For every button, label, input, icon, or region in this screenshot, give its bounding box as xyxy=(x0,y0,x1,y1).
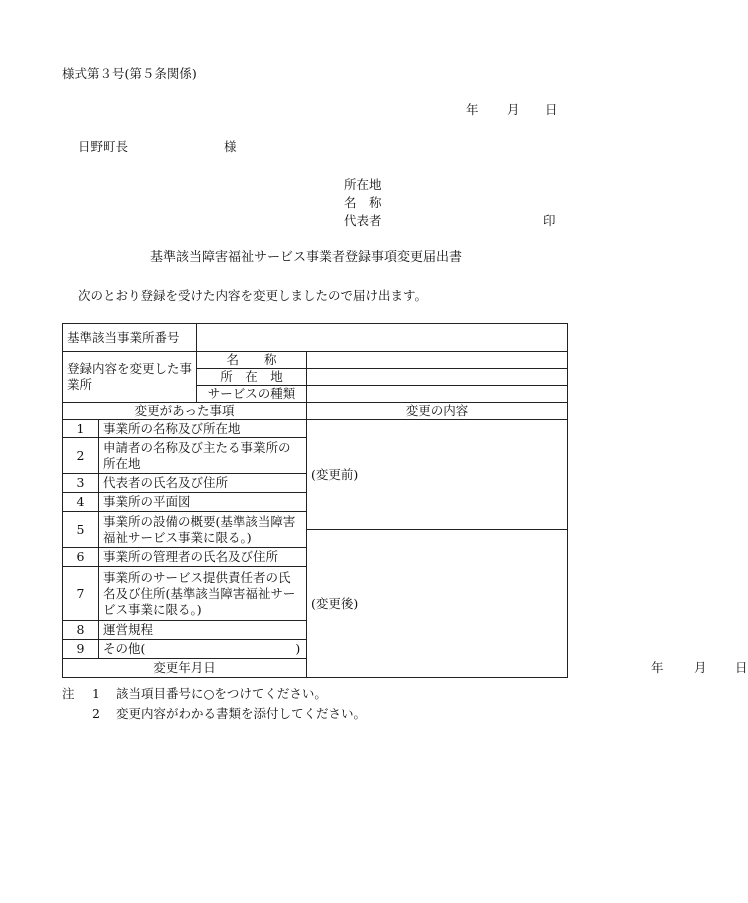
service-type-label: サービスの種類 xyxy=(197,386,307,403)
change-form-table xyxy=(62,323,748,678)
office-number-row xyxy=(63,324,568,352)
notes xyxy=(62,684,366,724)
changed-office-label: 登録内容を変更した事業所 xyxy=(63,352,197,403)
item-text: 事業所のサービス提供責任者の氏名及び住所(基準該当障害福祉サービス事業に限る。) xyxy=(99,567,307,621)
change-content-header: 変更の内容 xyxy=(307,403,568,420)
document-title: 基準該当障害福祉サービス事業者登録事項変更届出書 xyxy=(150,250,463,265)
addressee: 日野町長 xyxy=(78,139,129,154)
before-content[interactable] xyxy=(307,420,568,530)
date-year: 年 xyxy=(466,102,479,117)
item-number: 7 xyxy=(63,567,99,621)
service-type-value[interactable] xyxy=(307,386,568,403)
item-text: 申請者の名称及び主たる事業所の所在地 xyxy=(99,438,307,474)
date-month: 月 xyxy=(507,102,520,117)
item-text: その他( ) xyxy=(99,640,307,659)
applicant-address-label: 所在地 xyxy=(344,177,382,192)
applicant-rep-label: 代表者 xyxy=(344,213,382,228)
change-date-day: 日 xyxy=(735,660,748,675)
item-text: 事業所の設備の概要(基準該当障害福祉サービス事業に限る。) xyxy=(99,512,307,548)
changed-items-header: 変更があった事項 xyxy=(63,403,307,420)
note-text: 該当項目番号に○をつけてください。 xyxy=(116,686,327,701)
office-address-label: 所 在 地 xyxy=(197,369,307,386)
item-number: 8 xyxy=(63,621,99,640)
office-address-value[interactable] xyxy=(307,369,568,386)
item-number: 5 xyxy=(63,512,99,548)
note-text: 変更内容がわかる書類を添付してください。 xyxy=(116,706,367,721)
note-number: 2 xyxy=(92,706,100,721)
honorific: 様 xyxy=(224,139,237,154)
applicant-name-label: 名 称 xyxy=(344,195,382,210)
item-text: 事業所の名称及び所在地 xyxy=(99,420,307,438)
note-item xyxy=(62,684,366,704)
form-number: 様式第３号(第５条関係) xyxy=(62,66,197,81)
seal-mark: 印 xyxy=(543,213,556,228)
change-date-label: 変更年月日 xyxy=(63,659,307,678)
item-text: 運営規程 xyxy=(99,621,307,640)
office-name-row xyxy=(63,352,568,369)
intro-text: 次のとおり登録を受けた内容を変更しましたので届け出ます。 xyxy=(78,288,428,303)
table-row xyxy=(63,420,568,438)
item-number: 4 xyxy=(63,493,99,512)
column-header-row xyxy=(63,403,568,420)
item-number: 6 xyxy=(63,548,99,567)
item-text: 代表者の氏名及び住所 xyxy=(99,474,307,493)
item-number: 1 xyxy=(63,420,99,438)
change-date-year: 年 xyxy=(651,660,664,675)
item-text: 事業所の平面図 xyxy=(99,493,307,512)
before-label: (変更前) xyxy=(311,466,359,482)
after-label: (変更後) xyxy=(311,595,359,611)
office-name-value[interactable] xyxy=(307,352,568,369)
item-number: 9 xyxy=(63,640,99,659)
note-number: 1 xyxy=(92,686,100,701)
after-content[interactable] xyxy=(307,530,568,678)
office-number-label: 基準該当事業所番号 xyxy=(63,324,197,352)
item-number: 2 xyxy=(63,438,99,474)
item-number: 3 xyxy=(63,474,99,493)
office-name-label: 名 称 xyxy=(197,352,307,369)
note-item xyxy=(62,704,366,724)
change-date-month: 月 xyxy=(694,660,707,675)
office-number-value[interactable] xyxy=(197,324,568,352)
item-text: 事業所の管理者の氏名及び住所 xyxy=(99,548,307,567)
note-prefix: 注 xyxy=(62,686,75,701)
date-day: 日 xyxy=(545,102,558,117)
